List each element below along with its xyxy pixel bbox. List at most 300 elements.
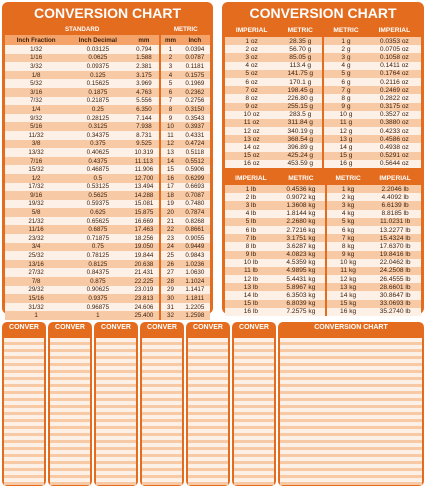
left-chart-title: CONVERSION CHART xyxy=(33,5,181,21)
table-cell: 4 xyxy=(160,71,179,80)
table-cell: 0.1411 oz xyxy=(368,62,421,70)
mini-card-body xyxy=(188,333,228,484)
table-cell: 0.5512 xyxy=(180,157,210,166)
table-cell: 1/32 xyxy=(5,45,67,54)
table-cell: 5.556 xyxy=(128,97,160,106)
table-cell: 6.3503 kg xyxy=(277,291,326,299)
table-cell: 2.2680 kg xyxy=(277,218,326,226)
table-cell: 16.669 xyxy=(128,217,160,226)
table-cell: 3/16 xyxy=(5,88,67,97)
table-cell: 28 xyxy=(160,277,179,286)
table-row xyxy=(5,225,210,234)
mini-row xyxy=(234,482,274,486)
table-cell: 0.4375 xyxy=(67,157,128,166)
table-row xyxy=(225,226,421,234)
column-header: Inch xyxy=(180,35,210,45)
table-cell: 23.019 xyxy=(128,286,160,295)
table-cell: 226.80 g xyxy=(278,94,323,102)
table-cell: 0.6875 xyxy=(67,225,128,234)
table-row xyxy=(225,45,421,53)
table-cell: 0.03125 xyxy=(67,45,128,54)
table-cell: 6.350 xyxy=(128,105,160,114)
table-cell: 28.35 g xyxy=(278,37,323,45)
table-cell: 14.288 xyxy=(128,191,160,200)
table-cell: 0.8268 xyxy=(180,217,210,226)
table-cell: 17.6370 lb xyxy=(369,242,421,250)
table-row xyxy=(5,79,210,88)
table-row xyxy=(225,70,421,78)
table-row xyxy=(5,191,210,200)
mini-card-body xyxy=(142,333,182,484)
table-cell: 16 xyxy=(160,174,179,183)
table-cell: 7.144 xyxy=(128,114,160,123)
table-cell: 21/32 xyxy=(5,217,67,226)
table-cell: 0.3125 xyxy=(67,122,128,131)
table-cell: 15/32 xyxy=(5,165,67,174)
table-cell: 7/32 xyxy=(5,97,67,106)
table-cell: 1 xyxy=(5,311,67,320)
table-cell: 3/8 xyxy=(5,140,67,149)
table-cell: 7 xyxy=(160,97,179,106)
table-row xyxy=(225,119,421,127)
table-cell: 25 xyxy=(160,251,179,260)
table-cell: 13/32 xyxy=(5,148,67,157)
table-cell: 1.0630 xyxy=(180,268,210,277)
table-cell: 16 oz xyxy=(225,160,278,168)
table-cell: 17.463 xyxy=(128,225,160,234)
table-cell: 0.4536 kg xyxy=(277,185,326,193)
table-cell: 5/8 xyxy=(5,208,67,217)
left-conversion-chart xyxy=(2,2,213,320)
table-cell: 3 g xyxy=(323,53,367,61)
table-cell: 0.59375 xyxy=(67,200,128,209)
table-cell: 13 oz xyxy=(225,135,278,143)
table-cell: 0.4331 xyxy=(180,131,210,140)
table-cell: 33.0693 lb xyxy=(369,300,421,308)
table-cell: 26 xyxy=(160,260,179,269)
table-cell: 7.938 xyxy=(128,122,160,131)
table-cell: 24 xyxy=(160,243,179,252)
table-cell: 15/16 xyxy=(5,294,67,303)
table-cell: 5 xyxy=(160,79,179,88)
table-cell: 0.3150 xyxy=(180,105,210,114)
table-cell: 0.0787 xyxy=(180,54,210,63)
table-cell: 9 xyxy=(160,114,179,123)
column-header: METRIC xyxy=(323,24,367,37)
table-cell: 0.3527 oz xyxy=(368,111,421,119)
table-cell: 368.54 g xyxy=(278,135,323,143)
mini-card-title: CONVERSION CHART xyxy=(314,324,388,331)
table-cell: 9 kg xyxy=(326,251,369,259)
table-cell: 3 oz xyxy=(225,53,278,61)
table-cell: 396.89 g xyxy=(278,143,323,151)
table-row xyxy=(5,217,210,226)
table-cell: 15 xyxy=(160,165,179,174)
column-header: mm xyxy=(160,35,179,45)
table-cell: 0.2469 oz xyxy=(368,86,421,94)
mini-card-title: CONVER xyxy=(101,324,131,331)
table-cell: 3.175 xyxy=(128,71,160,80)
mini-conversion-card xyxy=(232,322,276,486)
table-row xyxy=(5,131,210,140)
table-cell: 0.5906 xyxy=(180,165,210,174)
table-cell: 20 xyxy=(160,208,179,217)
table-cell: 0.96875 xyxy=(67,303,128,312)
table-cell: 311.84 g xyxy=(278,119,323,127)
table-cell: 23 xyxy=(160,234,179,243)
table-cell: 32 xyxy=(160,311,179,320)
table-row xyxy=(5,62,210,71)
table-cell: 5 kg xyxy=(326,218,369,226)
table-cell: 1/4 xyxy=(5,105,67,114)
table-cell: 29/32 xyxy=(5,286,67,295)
table-cell: 17 xyxy=(160,183,179,192)
table-row xyxy=(5,157,210,166)
table-cell: 1 lb xyxy=(225,185,277,193)
table-cell: 6 g xyxy=(323,78,367,86)
table-cell: 0.4586 oz xyxy=(368,135,421,143)
table-cell: 11/32 xyxy=(5,131,67,140)
column-header: Inch Decimal xyxy=(67,35,128,45)
table-cell: 4.5359 kg xyxy=(277,259,326,267)
table-cell: 24.606 xyxy=(128,303,160,312)
table-row xyxy=(5,122,210,131)
table-cell: 1.0236 xyxy=(180,260,210,269)
table-cell: 21.431 xyxy=(128,268,160,277)
table-cell: 11 kg xyxy=(326,267,369,275)
table-row xyxy=(225,300,421,308)
table-cell: 13 lb xyxy=(225,283,277,291)
mini-card-body xyxy=(4,333,44,484)
mini-row xyxy=(96,482,136,486)
table-cell: 27 xyxy=(160,268,179,277)
table-cell: 3.6287 kg xyxy=(277,242,326,250)
table-row xyxy=(5,243,210,252)
table-cell: 4 kg xyxy=(326,210,369,218)
table-cell: 10 xyxy=(160,122,179,131)
table-cell: 0.65625 xyxy=(67,217,128,226)
table-row xyxy=(5,140,210,149)
mini-row xyxy=(50,482,90,486)
table-cell: 9 g xyxy=(323,103,367,111)
table-cell: 0.7480 xyxy=(180,200,210,209)
table-row xyxy=(225,210,421,218)
table-cell: 6.6139 lb xyxy=(369,201,421,209)
table-cell: 2 g xyxy=(323,45,367,53)
table-cell: 13 g xyxy=(323,135,367,143)
table-row xyxy=(225,267,421,275)
left-section-header xyxy=(5,24,210,35)
mini-conversion-card xyxy=(278,322,424,486)
mini-card-body xyxy=(96,333,136,484)
weight-ounces-table xyxy=(225,24,421,168)
mini-row xyxy=(188,482,228,486)
table-cell: 453.59 g xyxy=(278,160,323,168)
table-cell: 3 lb xyxy=(225,201,277,209)
table-cell: 1/8 xyxy=(5,71,67,80)
table-cell: 0.9072 kg xyxy=(277,193,326,201)
table-cell: 18 xyxy=(160,191,179,200)
table-cell: 0.9055 xyxy=(180,234,210,243)
table-cell: 5.8967 kg xyxy=(277,283,326,291)
table-cell: 0.0353 oz xyxy=(368,37,421,45)
table-row xyxy=(225,62,421,70)
table-cell: 1/16 xyxy=(5,54,67,63)
table-cell: 0.1058 oz xyxy=(368,53,421,61)
table-cell: 31 xyxy=(160,303,179,312)
table-cell: 28.6601 lb xyxy=(369,283,421,291)
table-cell: 1.8144 kg xyxy=(277,210,326,218)
table-cell: 141.75 g xyxy=(278,70,323,78)
mini-conversion-card xyxy=(186,322,230,486)
table-cell: 2 lb xyxy=(225,193,277,201)
table-row xyxy=(5,251,210,260)
table-cell: 11/16 xyxy=(5,225,67,234)
table-cell: 0.625 xyxy=(67,208,128,217)
table-cell: 10 oz xyxy=(225,111,278,119)
table-cell: 4 oz xyxy=(225,62,278,70)
table-row xyxy=(5,165,210,174)
mini-card-title: CONVER xyxy=(239,324,269,331)
table-cell: 16 lb xyxy=(225,308,277,316)
table-cell: 4 lb xyxy=(225,210,277,218)
table-row xyxy=(225,193,421,201)
weight-section-header xyxy=(225,24,421,37)
table-cell: 21 xyxy=(160,217,179,226)
table-cell: 16 g xyxy=(323,160,367,168)
table-cell: 11.113 xyxy=(128,157,160,166)
table-cell: 22 xyxy=(160,225,179,234)
table-cell: 0.3543 xyxy=(180,114,210,123)
table-cell: 30 xyxy=(160,294,179,303)
table-cell: 0.1575 xyxy=(180,71,210,80)
table-cell: 13 kg xyxy=(326,283,369,291)
table-row xyxy=(225,94,421,102)
table-cell: 19.844 xyxy=(128,251,160,260)
table-cell: 7/8 xyxy=(5,277,67,286)
table-cell: 26.4555 lb xyxy=(369,275,421,283)
table-cell: 13.494 xyxy=(128,183,160,192)
table-cell: 11 lb xyxy=(225,267,277,275)
column-header: IMPERIAL xyxy=(225,24,278,37)
table-cell: 8 lb xyxy=(225,242,277,250)
table-cell: 0.6693 xyxy=(180,183,210,192)
table-cell: 0.1764 oz xyxy=(368,70,421,78)
table-cell: 283.5 g xyxy=(278,111,323,119)
table-row xyxy=(225,160,421,168)
table-cell: 4.0823 kg xyxy=(277,251,326,259)
table-cell: 6 oz xyxy=(225,78,278,86)
table-cell: 10.319 xyxy=(128,148,160,157)
mini-conversion-card xyxy=(2,322,46,486)
table-row xyxy=(225,78,421,86)
table-cell: 30.8647 lb xyxy=(369,291,421,299)
table-cell: 2.7216 kg xyxy=(277,226,326,234)
table-row xyxy=(5,54,210,63)
table-row xyxy=(5,303,210,312)
mini-card-title: CONVER xyxy=(9,324,39,331)
table-row xyxy=(5,294,210,303)
table-cell: 1 oz xyxy=(225,37,278,45)
table-cell: 0.9375 xyxy=(67,294,128,303)
table-cell: 0.0625 xyxy=(67,54,128,63)
table-cell: 7.2575 kg xyxy=(277,308,326,316)
table-cell: 1/2 xyxy=(5,174,67,183)
column-header: IMPERIAL xyxy=(225,172,277,185)
table-cell: 17/32 xyxy=(5,183,67,192)
table-cell: 0.4938 oz xyxy=(368,143,421,151)
table-cell: 0.3937 xyxy=(180,122,210,131)
table-cell: 0.2822 oz xyxy=(368,94,421,102)
table-cell: 5 lb xyxy=(225,218,277,226)
table-cell: 11.906 xyxy=(128,165,160,174)
table-cell: 8.8185 lb xyxy=(369,210,421,218)
table-cell: 25/32 xyxy=(5,251,67,260)
table-cell: 0.7087 xyxy=(180,191,210,200)
table-row xyxy=(5,286,210,295)
table-cell: 23.813 xyxy=(128,294,160,303)
table-cell: 0.375 xyxy=(67,140,128,149)
table-cell: 12 g xyxy=(323,127,367,135)
table-cell: 14 kg xyxy=(326,291,369,299)
mini-card-title: CONVER xyxy=(147,324,177,331)
table-cell: 14 g xyxy=(323,143,367,151)
table-row xyxy=(225,135,421,143)
table-row xyxy=(5,183,210,192)
table-cell: 13.2277 lb xyxy=(369,226,421,234)
table-cell: 9/16 xyxy=(5,191,67,200)
column-header: IMPERIAL xyxy=(368,24,421,37)
table-cell: 15.875 xyxy=(128,208,160,217)
table-cell: 4.4092 lb xyxy=(369,193,421,201)
table-cell: 13 xyxy=(160,148,179,157)
table-cell: 15 kg xyxy=(326,300,369,308)
table-cell: 7 oz xyxy=(225,86,278,94)
mini-row xyxy=(280,482,422,486)
table-cell: 0.875 xyxy=(67,277,128,286)
table-cell: 1.2205 xyxy=(180,303,210,312)
table-cell: 0.25 xyxy=(67,105,128,114)
table-cell: 3/32 xyxy=(5,62,67,71)
table-cell: 0.1969 xyxy=(180,79,210,88)
table-cell: 10 lb xyxy=(225,259,277,267)
left-column-headers xyxy=(5,35,210,45)
table-cell: 35.2740 lb xyxy=(369,308,421,316)
mini-conversion-card xyxy=(48,322,92,486)
table-cell: 4.763 xyxy=(128,88,160,97)
table-row xyxy=(225,308,421,316)
table-cell: 9 oz xyxy=(225,103,278,111)
table-cell: 0.2116 oz xyxy=(368,78,421,86)
mini-card-title: CONVER xyxy=(193,324,223,331)
table-row xyxy=(225,111,421,119)
table-cell: 10 kg xyxy=(326,259,369,267)
table-cell: 5 oz xyxy=(225,70,278,78)
table-cell: 113.4 g xyxy=(278,62,323,70)
table-cell: 8 xyxy=(160,105,179,114)
table-row xyxy=(5,260,210,269)
table-cell: 5/32 xyxy=(5,79,67,88)
table-row xyxy=(5,208,210,217)
table-cell: 25.400 xyxy=(128,311,160,320)
table-cell: 198.45 g xyxy=(278,86,323,94)
table-cell: 15.081 xyxy=(128,200,160,209)
table-row xyxy=(225,283,421,291)
table-row xyxy=(5,277,210,286)
table-cell: 1.2598 xyxy=(180,311,210,320)
table-cell: 6 xyxy=(160,88,179,97)
table-cell: 0.7874 xyxy=(180,208,210,217)
table-row xyxy=(5,105,210,114)
table-cell: 14 lb xyxy=(225,291,277,299)
table-cell: 340.19 g xyxy=(278,127,323,135)
table-cell: 0.09375 xyxy=(67,62,128,71)
table-cell: 15 oz xyxy=(225,152,278,160)
table-cell: 0.9843 xyxy=(180,251,210,260)
mini-row xyxy=(4,482,44,486)
table-row xyxy=(5,200,210,209)
table-cell: 11 xyxy=(160,131,179,140)
table-cell: 425.24 g xyxy=(278,152,323,160)
table-cell: 12 kg xyxy=(326,275,369,283)
table-cell: 3/4 xyxy=(5,243,67,252)
table-cell: 8.731 xyxy=(128,131,160,140)
table-cell: 0.4233 oz xyxy=(368,127,421,135)
table-cell: 85.05 g xyxy=(278,53,323,61)
mini-conversion-card xyxy=(94,322,138,486)
column-header: METRIC xyxy=(277,172,326,185)
table-cell: 12 oz xyxy=(225,127,278,135)
table-cell: 7 g xyxy=(323,86,367,94)
table-cell: 7 lb xyxy=(225,234,277,242)
table-cell: 9.525 xyxy=(128,140,160,149)
table-cell: 0.84375 xyxy=(67,268,128,277)
table-row xyxy=(225,234,421,242)
table-cell: 12.700 xyxy=(128,174,160,183)
table-cell: 0.53125 xyxy=(67,183,128,192)
table-cell: 0.794 xyxy=(128,45,160,54)
table-cell: 0.3175 oz xyxy=(368,103,421,111)
table-cell: 22.225 xyxy=(128,277,160,286)
table-cell: 6 kg xyxy=(326,226,369,234)
table-cell: 10 g xyxy=(323,111,367,119)
table-cell: 14 xyxy=(160,157,179,166)
table-row xyxy=(225,152,421,160)
table-cell: 0.4724 xyxy=(180,140,210,149)
table-cell: 2.2046 lb xyxy=(369,185,421,193)
table-cell: 0.1181 xyxy=(180,62,210,71)
table-cell: 1.3608 kg xyxy=(277,201,326,209)
mini-conversion-card xyxy=(140,322,184,486)
table-cell: 9/32 xyxy=(5,114,67,123)
table-cell: 0.2756 xyxy=(180,97,210,106)
table-cell: 15 lb xyxy=(225,300,277,308)
mini-card-body xyxy=(234,333,274,484)
table-cell: 0.5118 xyxy=(180,148,210,157)
left-chart-table xyxy=(5,24,210,320)
table-cell: 0.75 xyxy=(67,243,128,252)
table-row xyxy=(225,143,421,151)
table-cell: 2.381 xyxy=(128,62,160,71)
table-cell: 0.5 xyxy=(67,174,128,183)
column-header: mm xyxy=(128,35,160,45)
table-cell: 24.2508 lb xyxy=(369,267,421,275)
table-cell: 19/32 xyxy=(5,200,67,209)
table-cell: 0.0394 xyxy=(180,45,210,54)
table-cell: 8 kg xyxy=(326,242,369,250)
table-row xyxy=(225,37,421,45)
table-row xyxy=(5,114,210,123)
